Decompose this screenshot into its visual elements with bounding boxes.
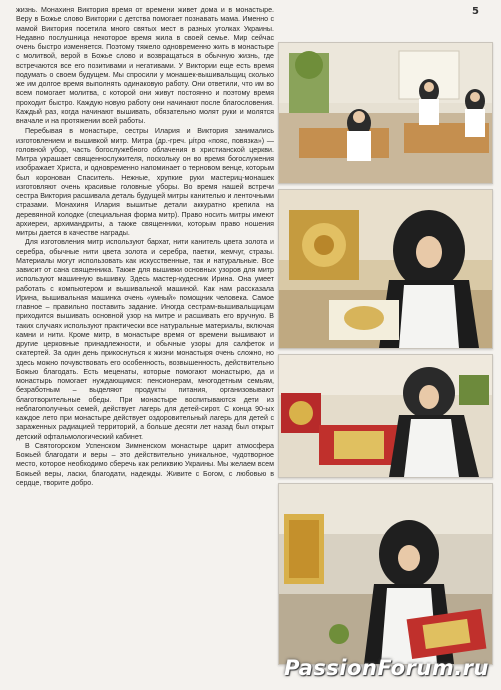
photo-classroom [278,42,493,184]
article-paragraph-1: жизнь. Монахиня Виктория время от времени живет дома и в монастыре. Веру в Божье слово Виктории с детства помогает познавать мама. Именно с мамой Виктория посетила много святых мест в разных уголках Украины. Недавно послушница некоторое время жила в своей семье. Мир сейчас очень быстро изменяется. Поэтому тяжело одновременно жить в монастыре с молитвой, верой в Божье слово и возвращаться в обычную жизнь, где встречаются все его позитивами и негативами. У Виктории еще есть время подумать о своем будущем. Мы спросили у монашек-вышивальщиц сколько же им долгое время выполнять одинаковую работу. Они ответили, что им во всем помогает молитва, с которой они живут постоянно и поэтому время проходит быстро. Каждую новую работу они начинают после благословения. Каждый раз, когда начинают вышивать, обязательно молят руки и молятся вначале и на протяжении всей работы. [16,6,274,125]
article-column [16,6,274,666]
photo-red-embroidery [278,354,493,478]
article-paragraph-3: Для изготовления митр используют бархат, нити канитель цвета золота и серебра, обычные нити цвета золота и серебра, паетки, жемчуг, стразы. Материалы могут использовать как искусственные, так и натуральные. Все зависит от сана священника. Также для вышивки основных узоров для митр используют машинную вышивку. Здесь мастер-кудесник Ирина. Она умеет работать с компьютером и вышивальной машиной. Как нам рассказала Ирина, вышивальная машинка очень «умный» помощник человека. Самое главное – правильно поставить задание. Иногда сестрам-вышивальщицам приходится вышивать основной узор на митре и расшивать его вручную. В таких случаях используют практически все натуральные материалы, включая камни и нити. Кроме митр, в монастыре время от времени вышивают и другие церковные принадлежности, и обычные узоры для салфеток и скатертей. За один день прикоснуться к жизни монастыря очень сложно, но здесь можно почувствовать его особенность, возвышенность, действительно Божью благодать. Есть меценаты, которые помогают монастырю, да и монастырь помогает нуждающимся: пенсионерам, многодетным семьям, безработным – выделяют продукты питания, организовывают благотворительные обеды. При монастыре воспитываются дети из неблагополучных семей, действует лагерь для детей-сирот. С конца 90-ых каждое лето при монастыре действует оздоровительный лагерь для детей с зараженных радиацией территорий, а больше десяти лет назад был открыт детский офтальмологический кабинет. [16,238,274,441]
page-number: 5 [472,6,479,17]
photo-column [278,42,491,642]
watermark: PassionForum.ru [284,656,489,680]
photo-nun-embroidering [278,189,493,349]
photo-nun-at-table [278,483,493,665]
article-paragraph-2: Перебывая в монастыре, сестры Илария и Виктория занимались изготовлением и вышивкой митр. Митра (др.-греч. μίτρα «пояс, повязка») — головной убор, часть богослужебного облачения в христианской церкви. Митра украшает священнослужителя, поскольку он во время богослужения изображает Христа, и одновременно напоминает о терновом венце, которым был коронован Спаситель. Нежные, хрупкие руки мастериц-монашек изготовляют очень красивые головные уборы. Во время нашей встречи сестра Виктория расшивала деталь будущей митры канителью и ленточными стразами. Монахиня Илария вышитые детали аккуратно крепила на деревянной колодке (специальная форма митр). Право носить митры имеют архиереи, архимандриты, а также священники, которым право ношения митры дается в качестве награды. [16,127,274,237]
article-paragraph-4: В Святогорском Успенском Зимненском монастыре царит атмосфера Божьей благодати и веры – это действительно уникальное, чудотворное место, которое необходимо сберечь как реликвию Украины. Мы желаем всем Божьей веры, ласки, благодати, надежды. Живите с Богом, с любовью в сердце, творите добро. [16,441,274,487]
